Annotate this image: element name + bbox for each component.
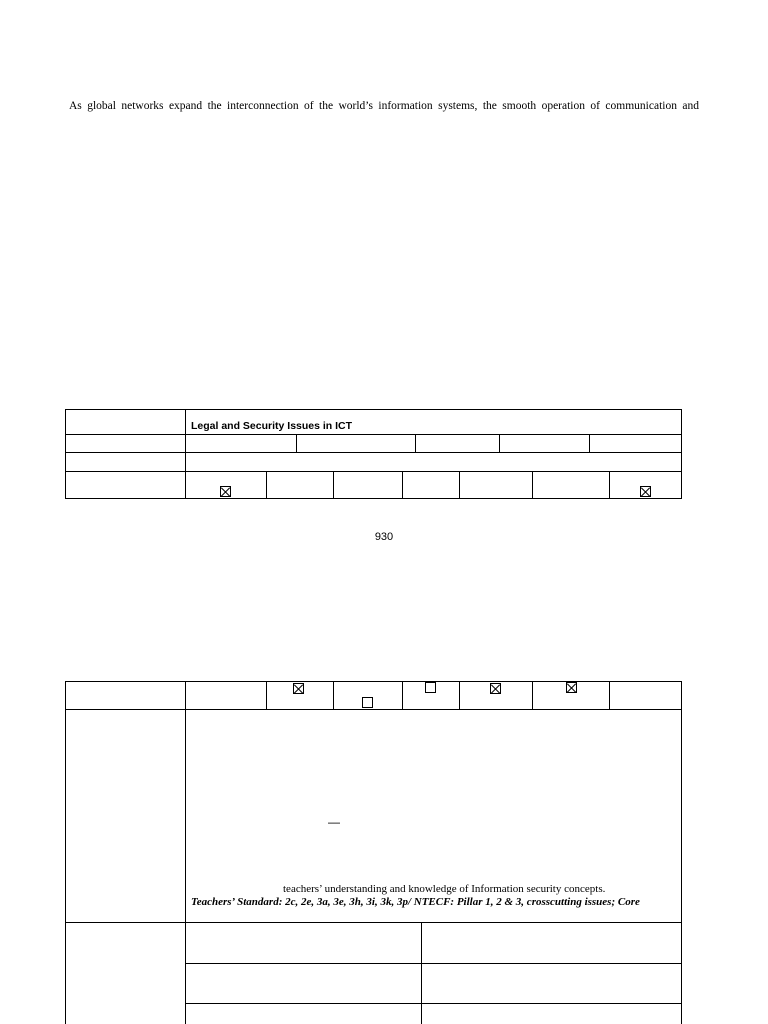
table2-cell-divider [333,681,334,710]
table2-row-divider [65,922,682,923]
table2-right-border [681,709,682,1024]
table1-frame [65,409,682,499]
table2-header-row [65,681,682,710]
table2-checkbox-3[interactable] [362,697,373,708]
table2-cell-divider [532,681,533,710]
table2-checkbox-4[interactable] [425,682,436,693]
table2-cell-divider [185,681,186,710]
table1-cell-divider [499,434,500,452]
page-number: 930 [374,531,394,543]
table1-row-divider [65,452,682,453]
table2-row-divider [185,1003,682,1004]
table1-checkbox-7[interactable] [640,486,651,497]
table1-checkbox-1[interactable] [220,486,231,497]
intro-paragraph: As global networks expand the interconnection of the world’s information systems, the smooth operation of communication and [69,100,699,112]
table2-row-divider [185,963,682,964]
table2-left-border [65,709,66,1024]
table1-label-column-divider [185,409,186,499]
course-title: Legal and Security Issues in ICT [191,420,353,432]
table2-cell-divider [459,681,460,710]
table2-cell-divider [421,922,422,1024]
table1-cell-divider [609,471,610,499]
table1-cell-divider [415,434,416,452]
table1-cell-divider [589,434,590,452]
table2-label-column-divider [185,709,186,1024]
table1-cell-divider [532,471,533,499]
table1-cell-divider [402,471,403,499]
teachers-standard: Teachers’ Standard: 2c, 2e, 3a, 3e, 3h, 3i, 3k, 3p/ NTECF: Pillar 1, 2 & 3, crosscutting issues; Core [191,896,640,908]
table2-cell-divider [266,681,267,710]
table1-cell-divider [296,434,297,452]
table2-checkbox-6[interactable] [566,682,577,693]
table2-checkbox-5[interactable] [490,683,501,694]
description-dash: — [328,815,340,829]
table2-checkbox-2[interactable] [293,683,304,694]
table1-cell-divider [266,471,267,499]
table2-cell-divider [609,681,610,710]
table1-cell-divider [333,471,334,499]
table1-row-divider [65,471,682,472]
table2-cell-divider [402,681,403,710]
description-summary: teachers’ understanding and knowledge of Information security concepts. [283,883,606,895]
table1-cell-divider [459,471,460,499]
